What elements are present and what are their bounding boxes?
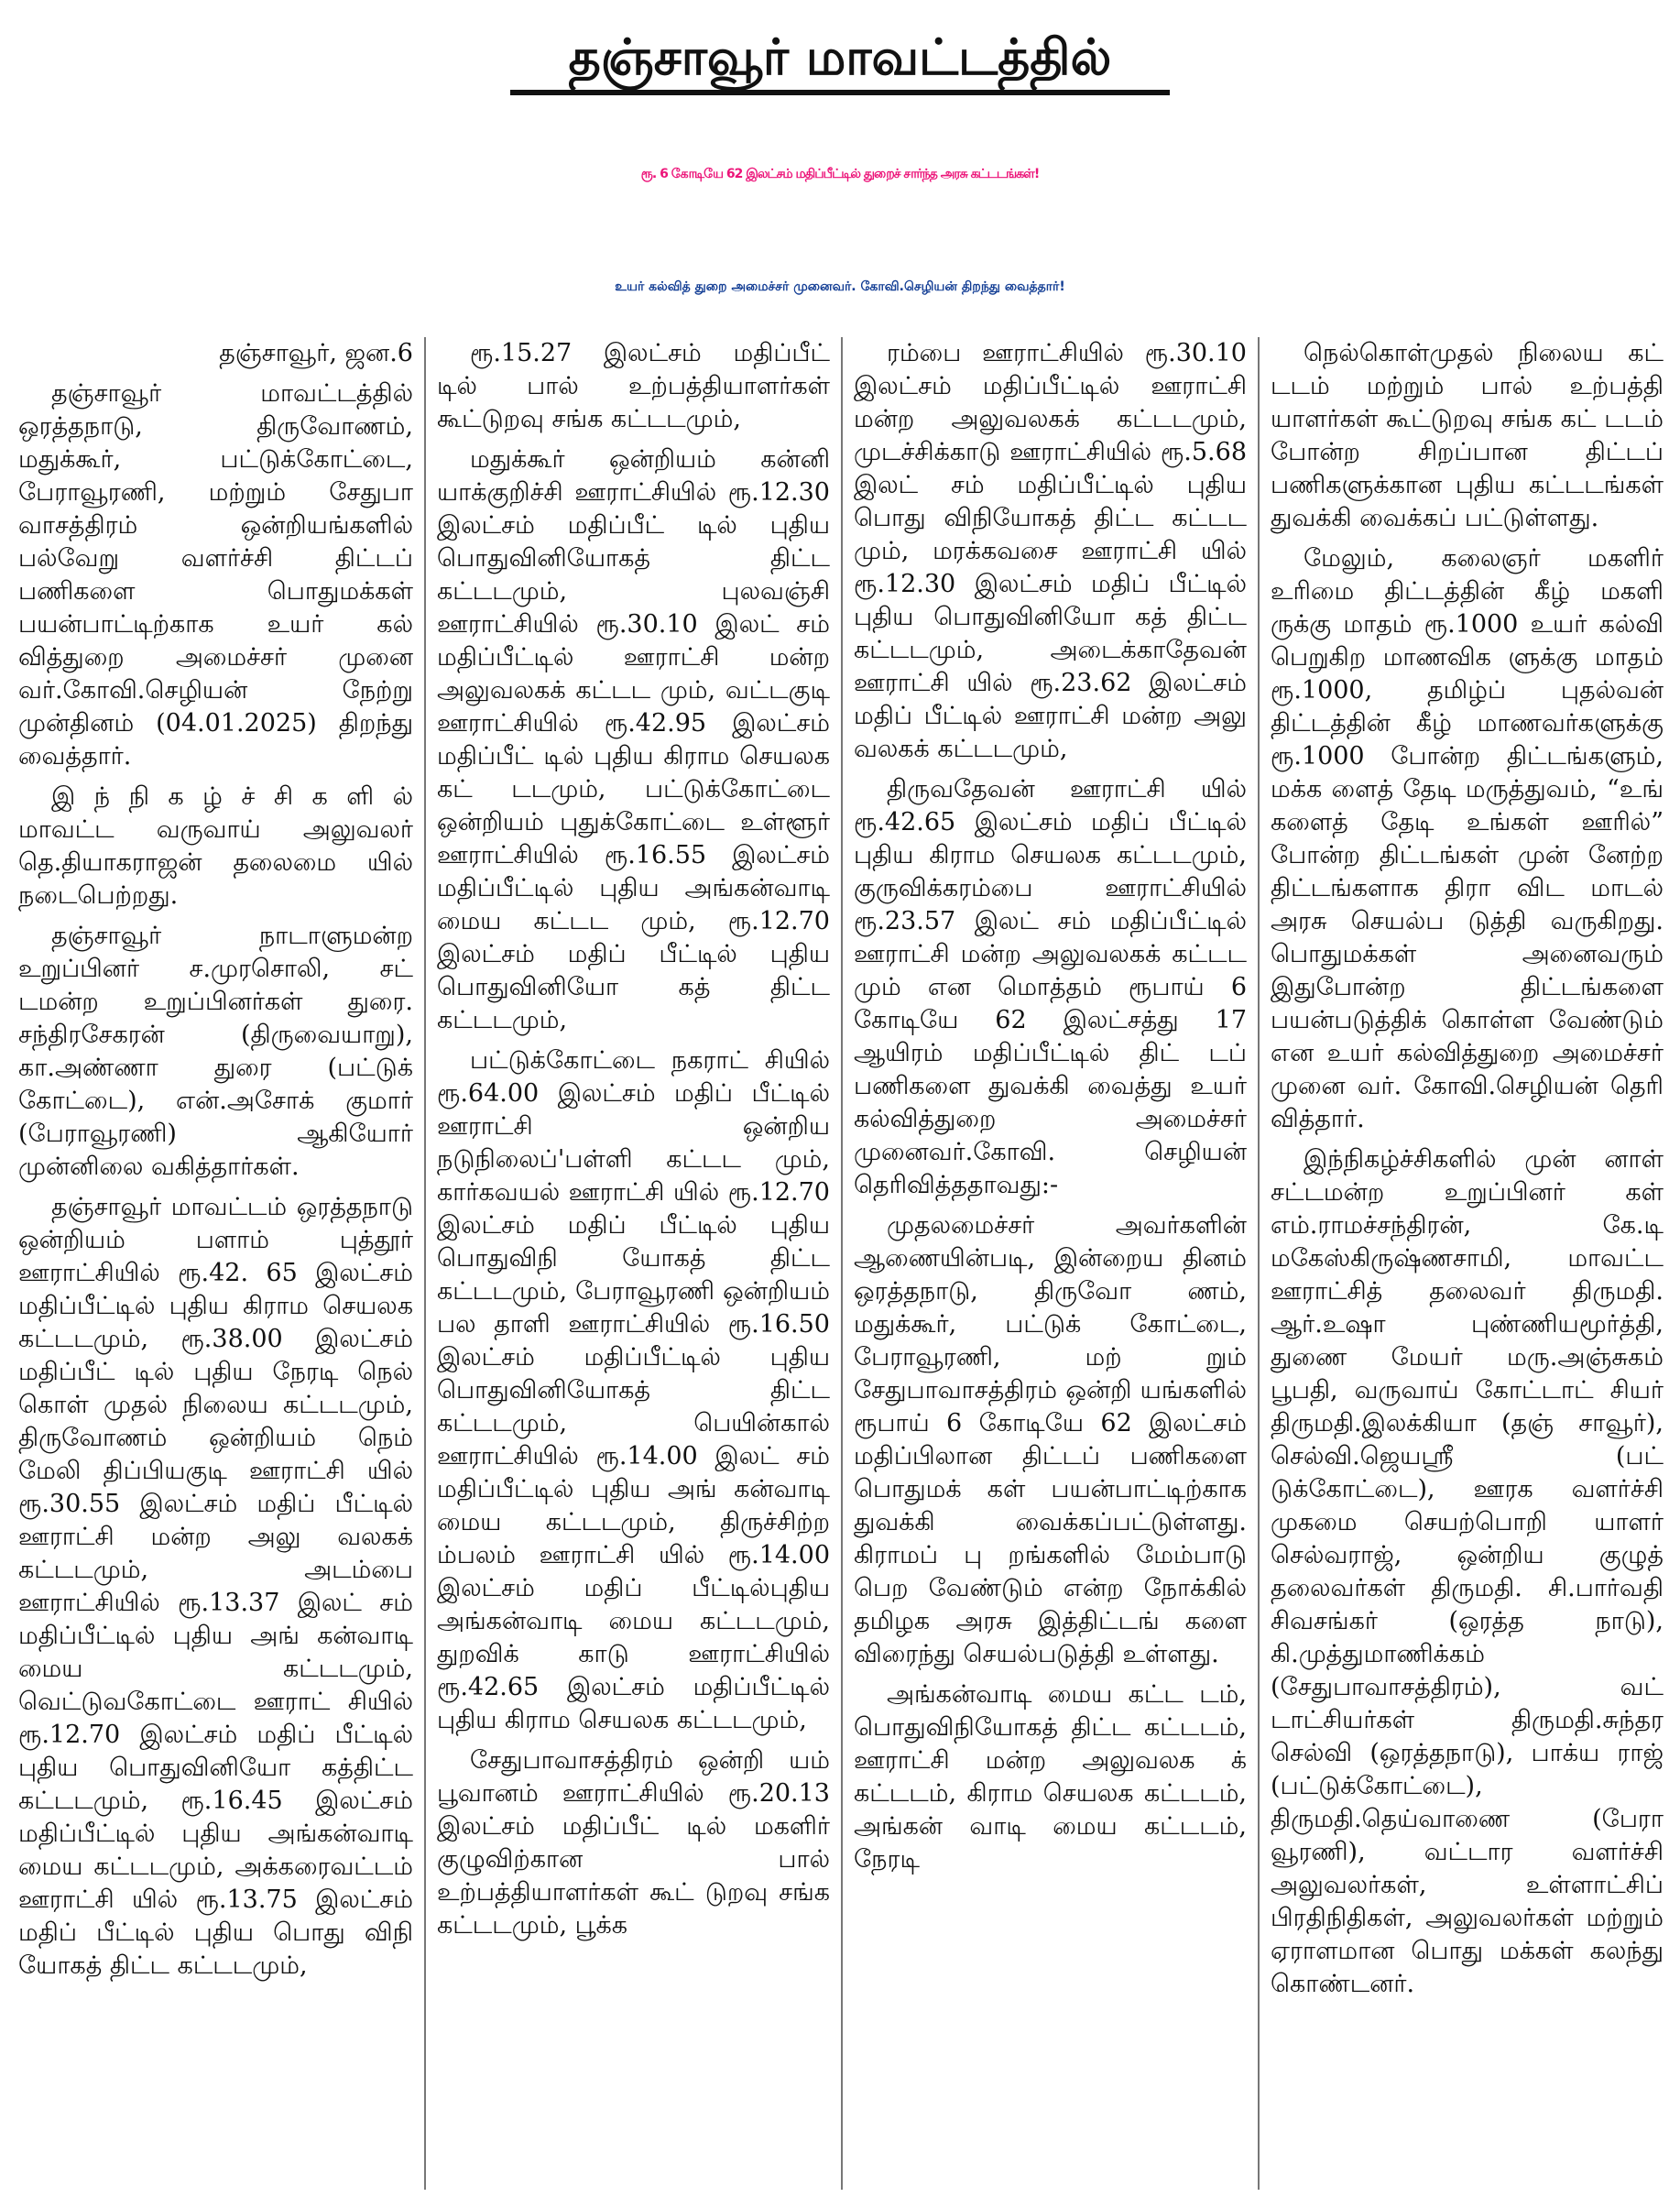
paragraph: நெல்கொள்முதல் நிலைய கட் டடம் மற்றும் பால் உற்பத்தி யாளர்கள் கூட்டுறவு சங்க கட் டடம் போன்ற சிறப்பான திட்டப் பணிகளுக்கான புதிய கட்டடங்கள் துவக்கி வைக்கப் பட்டுள்ளது.: [1271, 339, 1664, 532]
subheadline: உயர் கல்வித் துறை அமைச்சர் முனைவர். கோவி.செழியன் திறந்து வைத்தார்!: [615, 279, 1065, 294]
paragraph: தஞ்சாவூர் நாடாளுமன்ற உறுப்பினர் ச.முரசொலி, சட் டமன்ற உறுப்பினர்கள் துரை. சந்திரசேகரன் (திருவையாறு), கா.அண்ணா துரை (பட்டுக் கோட்டை), என்.அசோக் குமார் (பேராவூரணி) ஆகியோர் முன்னிலை வகித்தார்கள்.: [18, 922, 413, 1181]
headline: ரூ. 6 கோடியே 62 இலட்சம் மதிப்பீட்டில் துறைச் சார்ந்த அரசு கட்டடங்கள்!: [640, 167, 1040, 181]
paragraph: இந்நிகழ்ச்சிகளில் முன் னாள் சட்டமன்ற உறுப்பினர் கள் எம்.ராமச்சந்திரன், கே.டி மகேஸ்கிருஷ்ணசாமி, மாவட்ட ஊராட்சித் தலைவர் திருமதி. ஆர்.உஷா புண்ணியமூர்த்தி, துணை மேயர் மரு.அஞ்சுகம் பூபதி, வருவாய் கோட்டாட் சியர் திருமதி.இலக்கியா (தஞ் சாவூர்), செல்வி.ஜெயஸ்ரீ (பட் டுக்கோட்டை), ஊரக வளர்ச்சி முகமை செயற்பொறி யாளர் செல்வராஜ், ஒன்றிய குழுத் தலைவர்கள் திருமதி. சி.பார்வதி சிவசங்கர் (ஒரத்த நாடு), கி.முத்துமாணிக்கம் (சேதுபாவாசத்திரம்), வட் டாட்சியர்கள் திருமதி.சுந்தர செல்வி (ஒரத்தநாடு), பாக்ய ராஜ் (பட்டுக்கோட்டை), திருமதி.தெய்வாணை (பேரா வூரணி), வட்டார வளர்ச்சி அலுவலர்கள், உள்ளாட்சிப் பிரதிநிதிகள், அலுவலர்கள் மற்றும் ஏராளமான பொது மக்கள் கலந்து கொண்டனர்.: [1271, 1145, 1664, 1998]
dateline: தஞ்சாவூர், ஜன.6: [219, 339, 413, 367]
paragraph: தஞ்சாவூர் மாவட்டத்தில் ஒரத்தநாடு, திருவோணம், மதுக்கூர், பட்டுக்கோட்டை, பேராவூரணி, மற்றும் சேதுபா வாசத்திரம் ஒன்றியங்களில் பல்வேறு வளர்ச்சி திட்டப் பணிகளை பொதுமக்கள் பயன்பாட்டிற்காக உயர் கல் வித்துறை அமைச்சர் முனை வர்.கோவி.செழியன் நேற்று முன்தினம் (04.01.2025) திறந்து வைத்தார்.: [18, 379, 413, 771]
paragraph: அங்கன்வாடி மைய கட்ட டம், பொதுவிநியோகத் திட்ட கட்டடம், ஊராட்சி மன்ற அலுவலக க் கட்டடம், கிராம செயலக கட்டடம், அங்கன் வாடி மைய கட்டடம், நேரடி: [854, 1680, 1247, 1874]
column-2: [424, 337, 841, 2190]
kicker-wrap: [0, 26, 1680, 95]
paragraph: மேலும், கலைஞர் மகளிர் உரிமை திட்டத்தின் கீழ் மகளி ருக்கு மாதம் ரூ.1000 உயர் கல்வி பெறுகிற மாணவிக ளுக்கு மாதம் ரூ.1000, தமிழ்ப் புதல்வன் திட்டத்தின் கீழ் மாணவர்களுக்கு ரூ.1000 போன்ற திட்டங்களும், மக்க ளைத் தேடி மருத்துவம், “உங் களைத் தேடி உங்கள் ஊரில்” போன்ற திட்டங்கள் முன் னேற்ற திட்டங்களாக திரா விட மாடல் அரசு செயல்ப டுத்தி வருகிறது. பொதுமக்கள் அனைவரும் இதுபோன்ற திட்டங்களை பயன்படுத்திக் கொள்ள வேண்டும் என உயர் கல்வித்துறை அமைச்சர் முனை வர். கோவி.செழியன் தெரி வித்தார்.: [1271, 544, 1664, 1133]
paragraph: ரம்பை ஊராட்சியில் ரூ.30.10 இலட்சம் மதிப்பீட்டில் ஊராட்சி மன்ற அலுவலகக் கட்டடமும், முடச்சிக்காடு ஊராட்சியில் ரூ.5.68 இலட் சம் மதிப்பீட்டில் புதிய பொது விநியோகத் திட்ட கட்டட மும், மரக்கவசை ஊராட்சி யில் ரூ.12.30 இலட்சம் மதிப் பீட்டில் புதிய பொதுவினியோ கத் திட்ட கட்டடமும், அடைக்காதேவன் ஊராட்சி யில் ரூ.23.62 இலட்சம் மதிப் பீட்டில் ஊராட்சி மன்ற அலு வலகக் கட்டடமும்,: [854, 339, 1247, 763]
paragraph: தஞ்சாவூர் மாவட்டம் ஒரத்தநாடு ஒன்றியம் பளாம் புத்தூர் ஊராட்சியில் ரூ.42. 65 இலட்சம் மதிப்பீட்டில் புதிய கிராம செயலக கட்டடமும், ரூ.38.00 இலட்சம் மதிப்பீட் டில் புதிய நேரடி நெல் கொள் முதல் நிலைய கட்டடமும், திருவோணம் ஒன்றியம் நெம் மேலி திப்பியகுடி ஊராட்சி யில் ரூ.30.55 இலட்சம் மதிப் பீட்டில் ஊராட்சி மன்ற அலு வலகக் கட்டடமும், அடம்பை ஊராட்சியில் ரூ.13.37 இலட் சம் மதிப்பீட்டில் புதிய அங் கன்வாடி மைய கட்டடமும், வெட்டுவகோட்டை ஊராட் சியில் ரூ.12.70 இலட்சம் மதிப் பீட்டில் புதிய பொதுவினியோ கத்திட்ட கட்டடமும், ரூ.16.45 இலட்சம் மதிப்பீட்டில் புதிய அங்கன்வாடி மைய கட்டடமும், அக்கரைவட்டம் ஊராட்சி யில் ரூ.13.75 இலட்சம் மதிப் பீட்டில் புதிய பொது விநி யோகத் திட்ட கட்டடமும்,: [18, 1193, 413, 1980]
paragraph: சேதுபாவாசத்திரம் ஒன்றி யம் பூவானம் ஊராட்சியில் ரூ.20.13 இலட்சம் மதிப்பீட் டில் மகளிர் குழுவிற்கான பால் உற்பத்தியாளர்கள் கூட் டுறவு சங்க கட்டடமும், பூக்க: [437, 1746, 830, 1940]
kicker-title: தஞ்சாவூர் மாவட்டத்தில்: [510, 26, 1171, 95]
column-4: [1258, 337, 1675, 2190]
paragraph: ரூ.15.27 இலட்சம் மதிப்பீட் டில் பால் உற்பத்தியாளர்கள் கூட்டுறவு சங்க கட்டடமும்,: [437, 339, 830, 433]
paragraph: திருவதேவன் ஊராட்சி யில் ரூ.42.65 இலட்சம் மதிப் பீட்டில் புதிய கிராம செயலக கட்டடமும், குருவிக்கரம்பை ஊராட்சியில் ரூ.23.57 இலட் சம் மதிப்பீட்டில் ஊராட்சி மன்ற அலுவலகக் கட்டட மும் என மொத்தம் ரூபாய் 6 கோடியே 62 இலட்சத்து 17 ஆயிரம் மதிப்பீட்டில் திட் டப் பணிகளை துவக்கி வைத்து உயர் கல்வித்துறை அமைச்சர் முனைவர்.கோவி. செழியன் தெரிவித்ததாவது:-: [854, 775, 1247, 1199]
column-3: [841, 337, 1258, 2190]
article-body: [7, 337, 1675, 2190]
paragraph: இ ந் நி க ழ் ச் சி க ளி ல் மாவட்ட வருவாய் அலுவலர் தெ.தியாகராஜன் தலைமை யில் நடைபெற்றது.: [18, 782, 413, 910]
paragraph: பட்டுக்கோட்டை நகராட் சியில் ரூ.64.00 இலட்சம் மதிப் பீட்டில் ஊராட்சி ஒன்றிய நடுநிலைப்'பள்ளி கட்டட மும், கார்கவயல் ஊராட்சி யில் ரூ.12.70 இலட்சம் மதிப் பீட்டில் புதிய பொதுவிநி யோகத் திட்ட கட்டடமும், பேராவூரணி ஒன்றியம் பல தாளி ஊராட்சியில் ரூ.16.50 இலட்சம் மதிப்பீட்டில் புதிய பொதுவினியோகத் திட்ட கட்டடமும், பெயின்கால் ஊராட்சியில் ரூ.14.00 இலட் சம் மதிப்பீட்டில் புதிய அங் கன்வாடி மைய கட்டடமும், திருச்சிற்ற ம்பலம் ஊராட்சி யில் ரூ.14.00 இலட்சம் மதிப் பீட்டில்புதிய அங்கன்வாடி மைய கட்டடமும், துறவிக் காடு ஊராட்சியில் ரூ.42.65 இலட்சம் மதிப்பீட்டில் புதிய கிராம செயலக கட்டடமும்,: [437, 1046, 830, 1734]
column-1: [7, 337, 424, 2190]
paragraph: முதலமைச்சர் அவர்களின் ஆணையின்படி, இன்றைய தினம் ஒரத்தநாடு, திருவோ ணம், மதுக்கூர், பட்டுக் கோட்டை, பேராவூரணி, மற் றும் சேதுபாவாசத்திரம் ஒன்றி யங்களில் ரூபாய் 6 கோடியே 62 இலட்சம் மதிப்பிலான திட்டப் பணிகளை பொதுமக் கள் பயன்பாட்டிற்காக துவக்கி வைக்கப்பட்டுள்ளது. கிராமப் பு றங்களில் மேம்பாடு பெற வேண்டும் என்ற நோக்கில் தமிழக அரசு இத்திட்டங் களை விரைந்து செயல்படுத்தி உள்ளது.: [854, 1211, 1247, 1668]
paragraph: மதுக்கூர் ஒன்றியம் கன்னி யாக்குறிச்சி ஊராட்சியில் ரூ.12.30 இலட்சம் மதிப்பீட் டில் புதிய பொதுவினியோகத் திட்ட கட்டடமும், புலவஞ்சி ஊராட்சியில் ரூ.30.10 இலட் சம் மதிப்பீட்டில் ஊராட்சி மன்ற அலுவலகக் கட்டட மும், வட்டகுடி ஊராட்சியில் ரூ.42.95 இலட்சம் மதிப்பீட் டில் புதிய கிராம செயலக கட் டடமும், பட்டுக்கோட்டை ஒன்றியம் புதுக்கோட்டை உள்ளூர் ஊராட்சியில் ரூ.16.55 இலட்சம் மதிப்பீட்டில் புதிய அங்கன்வாடி மைய கட்டட மும், ரூ.12.70 இலட்சம் மதிப் பீட்டில் புதிய பொதுவினியோ கத் திட்ட கட்டடமும்,: [437, 445, 830, 1034]
